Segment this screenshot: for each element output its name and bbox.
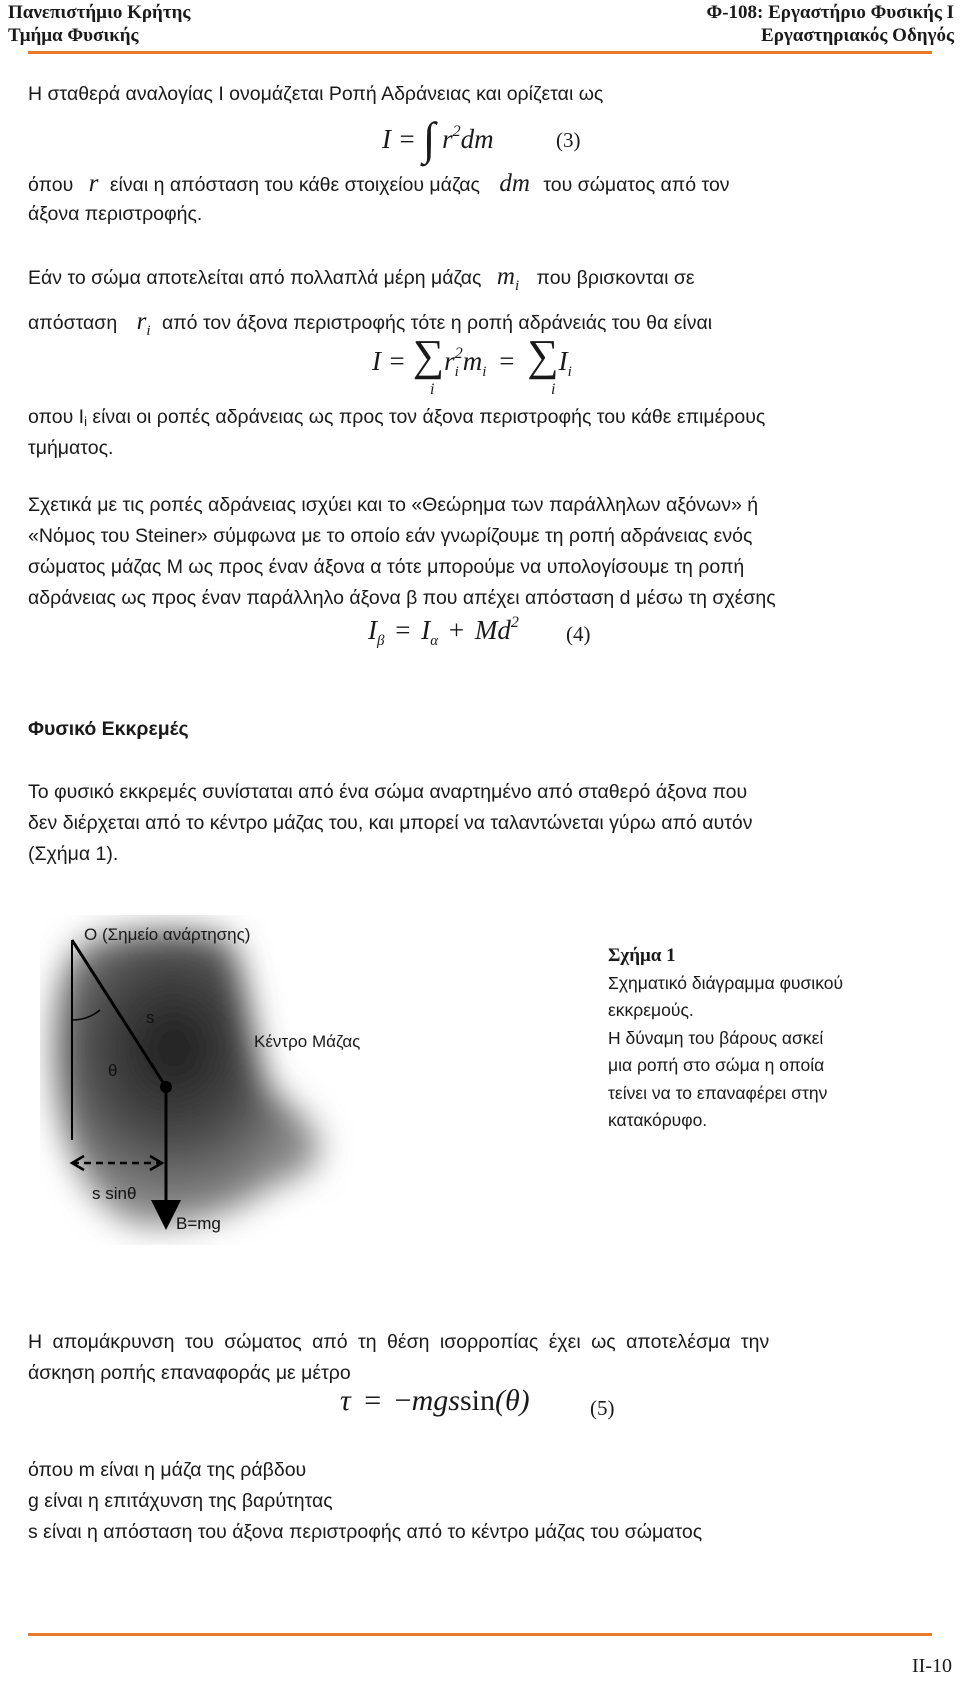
eq4-number: (4) bbox=[566, 622, 591, 646]
paragraph-inertia-def: Η σταθερά αναλογίας Ι ονομάζεται Ροπή Αδράνειας και ορίζεται ως bbox=[28, 83, 604, 105]
section-title: Φυσικό Εκκρεμές bbox=[28, 718, 189, 740]
definition-g: g είναι η επιτάχυνση της βαρύτητας bbox=[28, 1490, 333, 1512]
eq4-plus: + bbox=[448, 615, 465, 645]
eq-sum-r-sup: 2 bbox=[454, 345, 463, 362]
weight-label: B=mg bbox=[176, 1214, 221, 1233]
symbol-r-i: r bbox=[136, 308, 147, 335]
text-fragment: είναι η απόσταση του κάθε στοιχείου μάζας bbox=[109, 174, 480, 196]
eq4-equals: = bbox=[395, 615, 411, 645]
s-sin-label: s sinθ bbox=[92, 1184, 137, 1203]
page-number: ΙΙ-10 bbox=[912, 1655, 952, 1677]
com-label: Κέντρο Μάζας bbox=[254, 1032, 361, 1051]
figure-caption-title: Σχήμα 1 bbox=[608, 945, 676, 966]
header-rule bbox=[28, 51, 932, 54]
eq5-tau: τ bbox=[340, 1384, 351, 1417]
eq4-sup: 2 bbox=[510, 614, 519, 631]
eq3-r: r bbox=[442, 124, 453, 154]
eq4-I2: I bbox=[421, 615, 431, 645]
symbol-r: r bbox=[88, 170, 99, 197]
equation-3 bbox=[382, 112, 494, 165]
text-fragment: είναι οι ροπές αδράνειας ως προς τον άξονα περιστροφής του κάθε επιμέρους bbox=[92, 406, 766, 428]
symbol-dm: dm bbox=[499, 170, 530, 197]
eq5-equals: = bbox=[364, 1384, 382, 1417]
pivot-label: Ο (Σημείο ανάρτησης) bbox=[84, 925, 251, 944]
text-fragment: απόσταση bbox=[28, 312, 118, 334]
text-subscript: i bbox=[84, 414, 87, 429]
text-fragment: του σώματος από τον bbox=[543, 174, 730, 196]
eq3-lhs: I = bbox=[382, 124, 416, 154]
paragraph-torque-2: άσκηση ροπής επαναφοράς με μέτρο bbox=[28, 1362, 351, 1384]
paragraph-multipart bbox=[28, 261, 695, 302]
sum-index-2: i bbox=[551, 381, 556, 398]
eq5-arg: (θ) bbox=[494, 1384, 530, 1417]
header-guide: Εργαστηριακός Οδηγός bbox=[761, 25, 954, 46]
text-fragment: Εάν το σώμα αποτελείται από πολλαπλά μέρη μάζας bbox=[28, 267, 482, 289]
paragraph-torque-1: Η απομάκρυνση του σώματος από τη θέση ισορροπίας έχει ως αποτελέσμα την bbox=[28, 1331, 770, 1353]
eq4-Md: Md bbox=[474, 615, 511, 645]
paragraph-components bbox=[28, 402, 765, 437]
figure-caption-line: εκκρεμούς. bbox=[608, 1000, 694, 1020]
eq-sum-I: I bbox=[558, 346, 568, 376]
eq-sum-I-sub: i bbox=[567, 364, 572, 380]
footer-rule bbox=[28, 1633, 932, 1636]
eq5-mgs: mgs bbox=[411, 1384, 460, 1417]
eq-sum-lhs: I = bbox=[372, 346, 406, 376]
text-fragment: οπου Ι bbox=[28, 406, 85, 428]
symbol-m: m bbox=[496, 263, 515, 290]
paragraph-r-definition bbox=[28, 168, 730, 201]
paragraph-components-line2: τμήματος. bbox=[28, 437, 114, 459]
equation-4 bbox=[368, 614, 519, 650]
sigma-1: ∑ bbox=[412, 331, 445, 380]
paragraph-pendulum-3: (Σχήμα 1). bbox=[28, 843, 119, 865]
eq-sum-m: m bbox=[462, 346, 483, 376]
text-fragment: που βρισκονται σε bbox=[536, 267, 695, 289]
eq5-minus: − bbox=[394, 1384, 412, 1417]
paragraph-steiner-4: αδράνειας ως προς έναν παράλληλο άξονα β που απέχει απόσταση d μέσω τη σχέσης bbox=[28, 587, 776, 609]
eq-sum-r: r bbox=[444, 346, 455, 376]
pendulum-figure bbox=[40, 915, 370, 1245]
integral-sign: ∫ bbox=[422, 113, 436, 164]
paragraph-multipart-line2 bbox=[28, 306, 712, 347]
figure-caption-line: Η δύναμη του βάρους ασκεί bbox=[608, 1028, 824, 1048]
eq5-number: (5) bbox=[590, 1396, 615, 1420]
figure-caption-line: μια ροπή στο σώμα η οποία bbox=[608, 1055, 825, 1075]
eq-sum-m-sub: i bbox=[482, 364, 487, 380]
sum-index-1: i bbox=[430, 381, 435, 398]
text-fragment: από τον άξονα περιστροφής τότε η ροπή αδράνειάς του θα είναι bbox=[161, 312, 713, 334]
paragraph-steiner-3: σώματος μάζας Μ ως προς έναν άξονα α τότε μπορούμε να υπολογίσουμε τη ροπή bbox=[28, 556, 745, 578]
sigma-2: ∑ bbox=[527, 331, 559, 380]
figure-caption-line: τείνει να το επαναφέρει στην bbox=[608, 1083, 828, 1103]
header-department: Τμήμα Φυσικής bbox=[8, 25, 139, 46]
eq3-dm: dm bbox=[460, 124, 494, 154]
definition-m: όπου m είναι η μάζα της ράβδου bbox=[28, 1459, 307, 1481]
eq4-I: I bbox=[368, 615, 377, 645]
eq-sum-equals: = bbox=[499, 346, 515, 376]
eq4-alpha: α bbox=[430, 633, 439, 649]
eq3-power: 2 bbox=[452, 123, 461, 140]
eq5-sin: sin bbox=[459, 1384, 495, 1417]
paragraph-steiner-1: Σχετικά με τις ροπές αδράνειας ισχύει και το «Θεώρημα των παράλληλων αξόνων» ή bbox=[28, 494, 759, 516]
equation-5 bbox=[340, 1384, 530, 1418]
paragraph-pendulum-1: Το φυσικό εκκρεμές συνίσταται από ένα σώμα αναρτημένο από σταθερό άξονα που bbox=[28, 781, 748, 803]
s-label: s bbox=[146, 1008, 155, 1027]
text-fragment: όπου bbox=[28, 174, 74, 196]
paragraph-steiner-2: «Νόμος του Steiner» σύμφωνα με το οποίο εάν γνωρίζουμε τη ροπή αδράνειας ενός bbox=[28, 525, 753, 547]
theta-label: θ bbox=[108, 1061, 118, 1080]
figure-caption-line: Σχηματικό διάγραμμα φυσικού bbox=[608, 973, 844, 993]
paragraph-pendulum-2: δεν διέρχεται από το κέντρο μάζας του, και μπορεί να ταλαντώνεται γύρω από αυτόν bbox=[28, 812, 753, 834]
eq3-number: (3) bbox=[556, 128, 581, 152]
figure-caption-line: κατακόρυφο. bbox=[608, 1110, 708, 1130]
eq4-beta: β bbox=[377, 633, 385, 649]
symbol-r-sub: i bbox=[146, 323, 151, 339]
header-course: Φ-108: Εργαστήριο Φυσικής Ι bbox=[706, 2, 954, 23]
symbol-m-sub: i bbox=[514, 278, 520, 294]
paragraph-r-definition-line2: άξονα περιστροφής. bbox=[28, 203, 203, 225]
eq-sum-r-sub: i bbox=[454, 364, 459, 380]
header-institution: Πανεπιστήμιο Κρήτης bbox=[8, 2, 191, 23]
definition-s: s είναι η απόσταση του άξονα περιστροφής από το κέντρο μάζας του σώματος bbox=[28, 1521, 703, 1543]
equation-sum bbox=[372, 330, 572, 381]
